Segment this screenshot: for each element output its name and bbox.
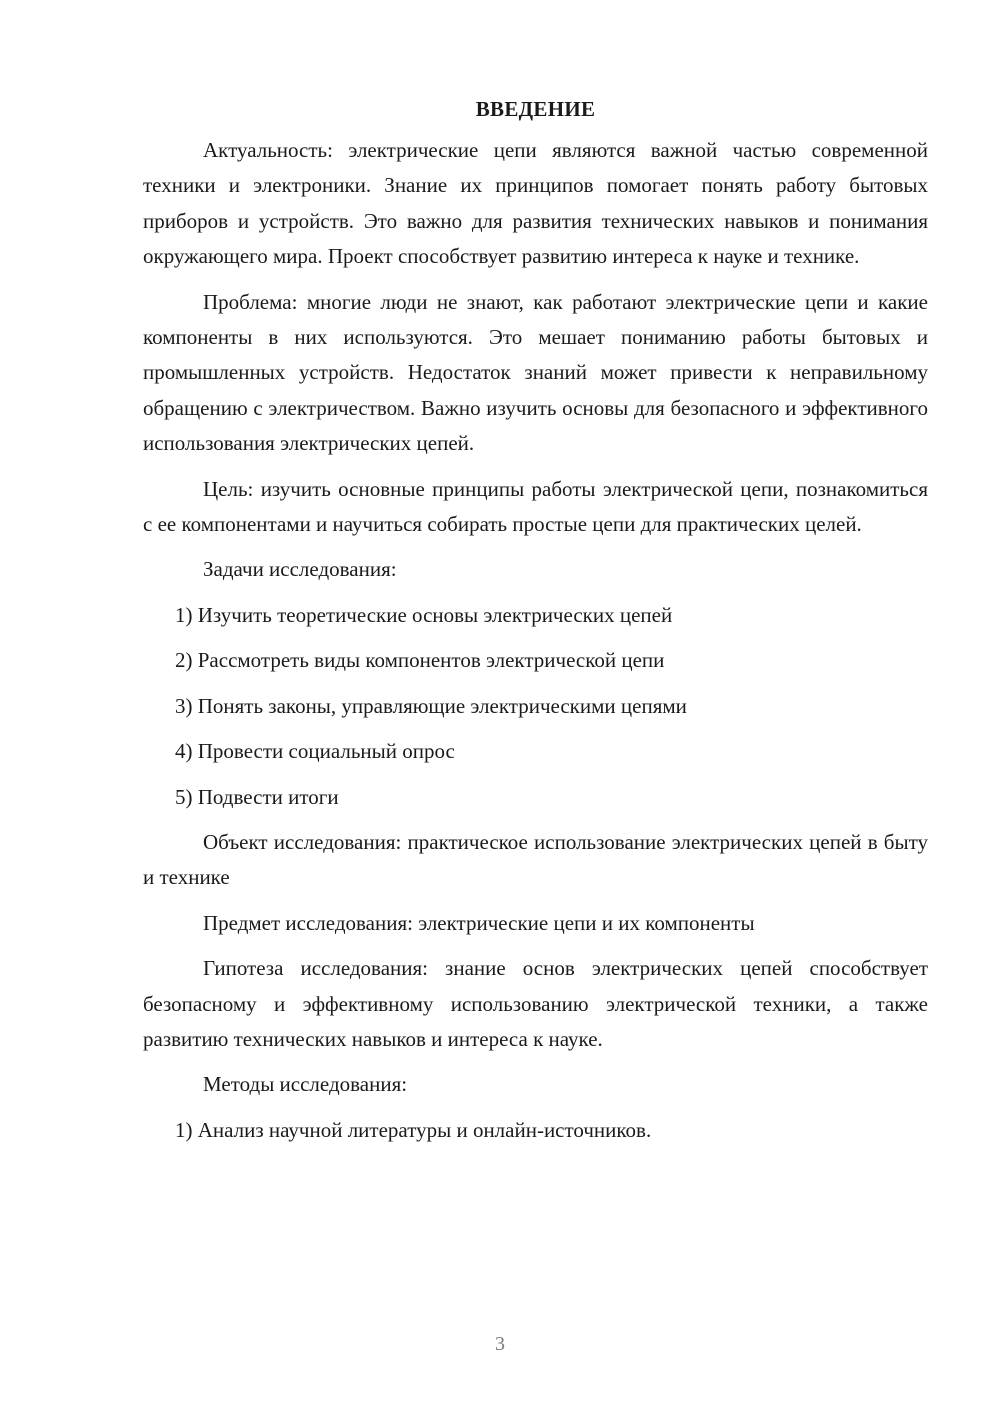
tasks-heading: Задачи исследования: — [203, 557, 397, 582]
object-paragraph: Объект исследования: практическое использование электрических цепей в быту и технике — [143, 829, 928, 890]
document-page — [143, 92, 928, 1158]
page-number: 3 — [495, 1333, 505, 1355]
list-item: 4) Провести социальный опрос — [175, 739, 455, 764]
list-item: 1) Анализ научной литературы и онлайн-источников. — [175, 1117, 652, 1142]
list-item: 5) Подвести итоги — [175, 784, 339, 809]
hypothesis-paragraph: Гипотеза исследования: знание основ электрических цепей способствует безопасному и эффективному использованию электрической техники, а также развитию технических навыков и интереса к науке. — [143, 956, 928, 1051]
list-item: 2) Рассмотреть виды компонентов электрической цепи — [175, 648, 665, 673]
page-title: ВВЕДЕНИЕ — [475, 97, 596, 121]
relevance-paragraph: Актуальность: электрические цепи являются важной частью современной техники и электроники. Знание их принципов помогает понять работу бытовых приборов и устройств. Это важно для развития технических навыков и понимания окружающего мира. Проект способствует развитию интереса к науке и технике. — [143, 138, 928, 269]
goal-paragraph: Цель: изучить основные принципы работы электрической цепи, познакомиться с ее компонентами и научиться собирать простые цепи для практических целей. — [143, 476, 928, 537]
list-item: 3) Понять законы, управляющие электрическими цепями — [175, 693, 687, 718]
tasks-list — [143, 598, 928, 815]
methods-list — [143, 1113, 928, 1148]
methods-heading: Методы исследования: — [203, 1072, 408, 1097]
list-item: 1) Изучить теоретические основы электрических цепей — [175, 602, 673, 627]
problem-paragraph: Проблема: многие люди не знают, как работают электрические цепи и какие компоненты в них используются. Это мешает пониманию работы бытовых и промышленных устройств. Недостаток знаний может привести к неправильному обращению с электричеством. Важно изучить основы для безопасного и эффективного использования электрических цепей. — [143, 289, 928, 456]
subject-paragraph: Предмет исследования: электрические цепи и их компоненты — [203, 910, 755, 935]
